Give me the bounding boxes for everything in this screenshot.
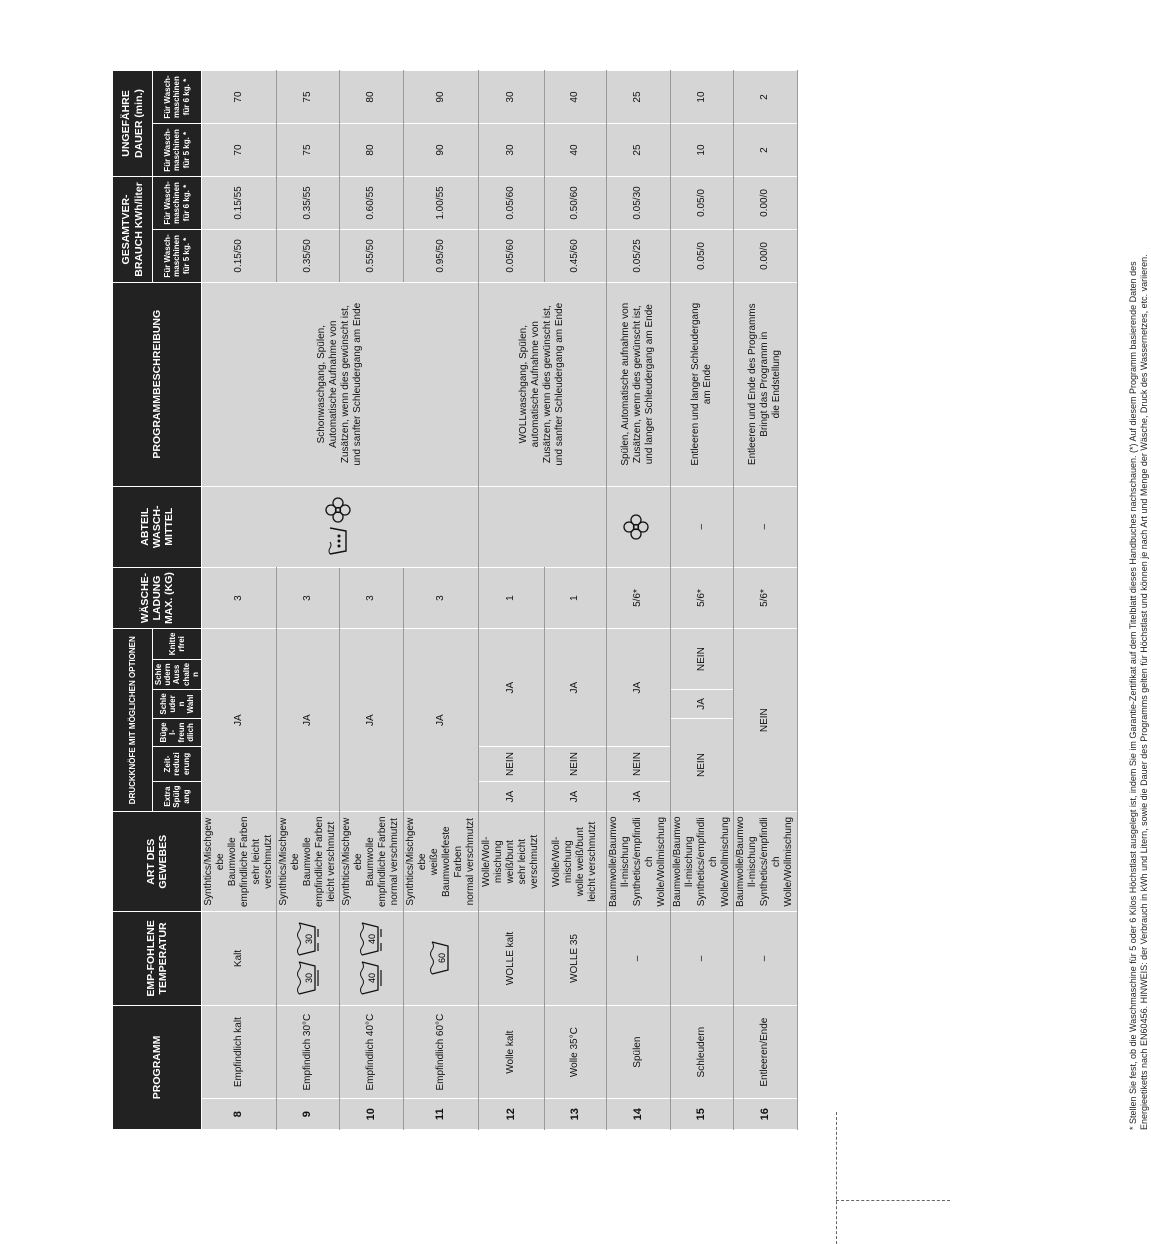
program-table xyxy=(112,70,798,1130)
temperature-symbols xyxy=(276,912,339,1006)
table-row xyxy=(201,71,276,1130)
header-abteil: ABTEIL WASCH-MITTEL xyxy=(113,486,202,567)
temperature: – xyxy=(606,912,670,1006)
temperature-symbols xyxy=(339,912,403,1006)
fabric-line: Synthtics/Mischgewebe xyxy=(277,817,301,906)
fabric-line: Synthetics/empfindlich xyxy=(632,817,656,907)
description-line: automatische Aufnahme von xyxy=(530,321,542,448)
header-programm: PROGRAMM xyxy=(113,1005,202,1129)
option-spin-off: NEIN xyxy=(670,629,733,690)
detergent-compartment: – xyxy=(733,486,797,567)
fabric-line: weiße Baumwollefeste Farben xyxy=(428,826,464,898)
header-dauer: UNGEFÄHRE DAUER (min.) xyxy=(113,71,153,177)
fabric-line: Baumwolle/Baumwoll-mischung xyxy=(671,816,695,908)
options-value: JA xyxy=(276,629,339,812)
temp-value: 40 xyxy=(367,972,378,983)
temp-value: 30 xyxy=(303,934,314,945)
temperature-symbols xyxy=(403,912,478,1006)
consumption-5kg: 0.45/60 xyxy=(544,229,606,282)
cut-line-vertical xyxy=(836,1112,837,1244)
options-value: JA xyxy=(201,629,276,812)
fabric-line: sehr leicht verschmutzt xyxy=(517,834,541,889)
consumption-5kg: 0.05/60 xyxy=(478,229,544,282)
row-number: 16 xyxy=(733,1099,797,1130)
max-load: 3 xyxy=(201,567,276,628)
description-line: Zusätzen, wenn dies gewünscht ist, xyxy=(542,305,554,464)
detergent-compartment: – xyxy=(670,486,733,567)
consumption-6kg: 1.00/55 xyxy=(403,177,478,230)
consumption-6kg: 0.05/0 xyxy=(670,177,733,230)
duration-6kg: 80 xyxy=(339,71,403,124)
consumption-6kg: 0.05/60 xyxy=(478,177,544,230)
consumption-6kg: 0.15/55 xyxy=(201,177,276,230)
header-opt-ausschalten: Schleudern Ausschalten xyxy=(153,659,202,690)
row-number: 11 xyxy=(403,1099,478,1130)
option-time-reduction: NEIN xyxy=(606,747,670,782)
consumption-5kg: 0.00/0 xyxy=(733,229,797,282)
fabric-line: weiß/bunt xyxy=(505,840,517,884)
options-value: JA xyxy=(544,629,606,747)
wash-40-gentle-icon xyxy=(356,921,386,957)
fabric-type xyxy=(606,812,670,912)
description-line: Zusätzen, wenn dies gewünscht ist, xyxy=(632,305,644,464)
consumption-6kg: 0.60/55 xyxy=(339,177,403,230)
consumption-5kg: 0.95/50 xyxy=(403,229,478,282)
cut-line-horizontal xyxy=(836,1200,950,1201)
duration-6kg: 10 xyxy=(670,71,733,124)
program-name: Wolle 35°C xyxy=(544,1005,606,1099)
temp-value: 30 xyxy=(303,972,314,983)
header-verbrauch: GESAMTVER-BRAUCH KWh/liter xyxy=(113,177,153,283)
temperature: – xyxy=(733,912,797,1006)
consumption-5kg: 0.35/50 xyxy=(276,229,339,282)
consumption-5kg: 0.05/25 xyxy=(606,229,670,282)
header-gewebe: ART DES GEWEBES xyxy=(113,812,202,912)
options-value: JA xyxy=(403,629,478,812)
max-load: 5/6* xyxy=(606,567,670,628)
footnote xyxy=(1128,70,1151,1130)
fabric-type xyxy=(733,812,797,912)
program-description xyxy=(201,282,478,486)
row-number: 9 xyxy=(276,1099,339,1130)
max-load: 1 xyxy=(544,567,606,628)
table-row xyxy=(403,71,478,1130)
header-opt-knitter: Knitterfrei xyxy=(153,629,202,660)
program-description xyxy=(670,282,733,486)
fabric-type xyxy=(339,812,403,912)
duration-6kg: 90 xyxy=(403,71,478,124)
temperature: WOLLE 35 xyxy=(544,912,606,1006)
duration-6kg: 25 xyxy=(606,71,670,124)
options-value: JA xyxy=(606,629,670,747)
temperature: Kalt xyxy=(201,912,276,1006)
fabric-line: normal verschmutzt xyxy=(389,818,401,906)
fabric-line: Wolle/Wollmischung xyxy=(656,816,668,907)
max-load: 1 xyxy=(478,567,544,628)
max-load: 3 xyxy=(339,567,403,628)
consumption-6kg: 0.00/0 xyxy=(733,177,797,230)
duration-6kg: 40 xyxy=(544,71,606,124)
detergent-compartment xyxy=(201,486,478,567)
consumption-6kg: 0.05/30 xyxy=(606,177,670,230)
header-opt-schleuder: Schleudern Wahl xyxy=(153,690,202,719)
max-load: 3 xyxy=(403,567,478,628)
program-name: Entleeren/Ende xyxy=(733,1005,797,1099)
temperature: WOLLE kalt xyxy=(478,912,544,1006)
header-optionen: DRUCKKNÖFE MIT MÖGLICHEN OPTIONEN xyxy=(113,629,153,812)
fabric-line: Synthtics/Mischgewebe xyxy=(341,817,365,906)
fabric-line: Synthetics/empfindlich xyxy=(759,817,783,907)
description-line: Schonwaschgang, Spülen, xyxy=(315,325,327,444)
program-name: Schleudern xyxy=(670,1005,733,1099)
temperature: – xyxy=(670,912,733,1006)
fabric-line: Baumwolle empfindliche Farben xyxy=(226,816,250,908)
duration-5kg: 75 xyxy=(276,124,339,177)
consumption-5kg: 0.05/0 xyxy=(670,229,733,282)
header-v5: Für Wasch-maschinen für 5 kg. * xyxy=(153,229,202,282)
detergent-tray-icon xyxy=(326,526,354,556)
fabric-type xyxy=(276,812,339,912)
table-row xyxy=(478,71,544,1130)
row-number: 15 xyxy=(670,1099,733,1130)
row-number: 8 xyxy=(201,1099,276,1130)
flower-softener-icon xyxy=(623,514,653,540)
max-load: 5/6* xyxy=(670,567,733,628)
program-description xyxy=(606,282,670,486)
fabric-line: leicht verschmutzt xyxy=(587,821,599,902)
fabric-line: normal verschmutzt xyxy=(464,818,476,906)
consumption-5kg: 0.15/50 xyxy=(201,229,276,282)
fabric-line: Baumwolle empfindliche Farben xyxy=(365,816,389,908)
consumption-6kg: 0.50/60 xyxy=(544,177,606,230)
description-line: und sanfter Schleudergang am Ende xyxy=(351,302,363,466)
description-line: Entleeren und langer Schleudergang xyxy=(689,302,701,466)
row-number: 13 xyxy=(544,1099,606,1130)
wash-60-icon xyxy=(426,940,456,976)
temp-value: 60 xyxy=(436,953,447,964)
header-v6: Für Wasch-maschinen für 6 kg. * xyxy=(153,177,202,230)
options-value: JA xyxy=(478,629,544,747)
header-opt-buegel: Bügel-freundlich xyxy=(153,718,202,747)
footnote-line: * Stellen Sie fest, ob die Waschmaschine für 5 oder 6 Kilos Höchstlast ausgelegt ist, indem Sie im Garantie-Zertifikat auf dem Titelblatt dieses Handbuches nachschauen. (*) Auf diesem Programm basierende Daten des xyxy=(1128,261,1138,1130)
temp-value: 40 xyxy=(367,934,378,945)
option-time-reduction: NEIN xyxy=(544,747,606,782)
wash-30-gentle-icon xyxy=(293,921,323,957)
wash-40-icon xyxy=(356,960,386,996)
table-row xyxy=(606,71,670,1130)
program-description xyxy=(733,282,797,486)
table-row xyxy=(276,71,339,1130)
header-d5: Für Wasch-maschinen für 5 kg. * xyxy=(153,124,202,177)
description-line: am Ende xyxy=(701,364,713,405)
description-line: Spülen, Automatische aufnahme von xyxy=(620,302,632,466)
row-number: 14 xyxy=(606,1099,670,1130)
program-description xyxy=(478,282,606,486)
row-number: 12 xyxy=(478,1099,544,1130)
table-row xyxy=(733,71,797,1130)
header-temperatur: EMP-FOHLENE TEMPERATUR xyxy=(113,912,202,1006)
wash-30-icon xyxy=(293,960,323,996)
fabric-line: Wolle/Woll-mischung xyxy=(481,836,505,887)
duration-5kg: 80 xyxy=(339,124,403,177)
row-number: 10 xyxy=(339,1099,403,1130)
flower-softener-icon xyxy=(325,497,355,523)
duration-6kg: 30 xyxy=(478,71,544,124)
detergent-compartment xyxy=(478,486,606,567)
footnote-line: Energieetiketts nach EN60456. HINWEIS: der Verbrauch in kWh und Litern, sowie die Dauer des Programms gelten für Höchstlast und können je nach Art und Menge der Wäsche, Druck des Wassernetzes, etc. variieren. xyxy=(1139,254,1150,1130)
description-line: die Endstellung xyxy=(771,350,783,419)
consumption-6kg: 0.35/55 xyxy=(276,177,339,230)
program-name: Wolle kalt xyxy=(478,1005,544,1099)
fabric-line: sehr leicht verschmutzt xyxy=(250,834,274,889)
duration-5kg: 2 xyxy=(733,124,797,177)
options-value: JA xyxy=(339,629,403,812)
table-row xyxy=(670,71,733,1130)
fabric-line: Wolle/Wollmischung xyxy=(719,816,731,907)
fabric-line: wolle weiß/bunt xyxy=(575,827,587,897)
duration-5kg: 40 xyxy=(544,124,606,177)
fabric-type xyxy=(544,812,606,912)
options-value: NEIN xyxy=(733,629,797,812)
option-extra-rinse: JA xyxy=(478,781,544,812)
program-name: Empfindlich 40°C xyxy=(339,1005,403,1099)
fabric-line: Wolle/Woll-mischung xyxy=(551,836,575,887)
max-load: 5/6* xyxy=(733,567,797,628)
program-name: Spülen xyxy=(606,1005,670,1099)
table-row xyxy=(339,71,403,1130)
consumption-5kg: 0.55/50 xyxy=(339,229,403,282)
duration-5kg: 30 xyxy=(478,124,544,177)
fabric-line: Wolle/Wollmischung xyxy=(783,816,795,907)
max-load: 3 xyxy=(276,567,339,628)
fabric-line: Synthtics/Mischgewebe xyxy=(404,817,428,906)
description-line: Automatische Aufnahme von xyxy=(327,320,339,448)
fabric-type xyxy=(201,812,276,912)
header-beschreibung: PROGRAMMBESCHREIBUNG xyxy=(113,282,202,486)
header-opt-zeit: Zeit-reduzierung xyxy=(153,747,202,782)
duration-5kg: 90 xyxy=(403,124,478,177)
duration-6kg: 75 xyxy=(276,71,339,124)
duration-5kg: 25 xyxy=(606,124,670,177)
fabric-line: Synthtics/Mischgewebe xyxy=(202,817,226,906)
options-value: NEIN xyxy=(670,718,733,812)
rotated-table-page xyxy=(112,70,1150,1130)
header-d6: Für Wasch-maschinen für 6 kg. * xyxy=(153,71,202,124)
duration-5kg: 70 xyxy=(201,124,276,177)
option-extra-rinse: JA xyxy=(544,781,606,812)
detergent-compartment xyxy=(606,486,670,567)
fabric-type xyxy=(478,812,544,912)
fabric-line: leicht verschmutzt xyxy=(325,821,337,902)
description-line: Zusätzen, wenn dies gewünscht ist, xyxy=(339,305,351,464)
table-row xyxy=(544,71,606,1130)
fabric-line: Baumwolle empfindliche Farben xyxy=(301,816,325,908)
description-line: Entleeren und Ende des Programms xyxy=(747,303,759,466)
fabric-line: Baumwolle/Baumwoll-mischung xyxy=(735,816,759,908)
option-time-reduction: NEIN xyxy=(478,747,544,782)
header-ladung: WÄSCHE-LADUNG MAX. (KG) xyxy=(113,567,202,628)
duration-5kg: 10 xyxy=(670,124,733,177)
description-line: und sanfter Schleudergang am Ende xyxy=(554,302,566,466)
description-line: WOLLwaschgang, Spülen, xyxy=(518,325,530,444)
description-line: Bringt das Programm in xyxy=(759,331,771,437)
program-name: Empfindlich 30°C xyxy=(276,1005,339,1099)
fabric-line: Baumwolle/Baumwoll-mischung xyxy=(608,816,632,908)
fabric-line: Synthetics/empfindlich xyxy=(695,817,719,907)
fabric-type xyxy=(670,812,733,912)
fabric-type xyxy=(403,812,478,912)
duration-6kg: 70 xyxy=(201,71,276,124)
program-name: Empfindlich kalt xyxy=(201,1005,276,1099)
program-name: Empfindlich 60°C xyxy=(403,1005,478,1099)
header-opt-extra: Extra Spülgang xyxy=(153,781,202,812)
description-line: und langer Schleudergang am Ende xyxy=(644,304,656,465)
option-extra-rinse: JA xyxy=(606,781,670,812)
duration-6kg: 2 xyxy=(733,71,797,124)
option-spin-select: JA xyxy=(670,690,733,719)
